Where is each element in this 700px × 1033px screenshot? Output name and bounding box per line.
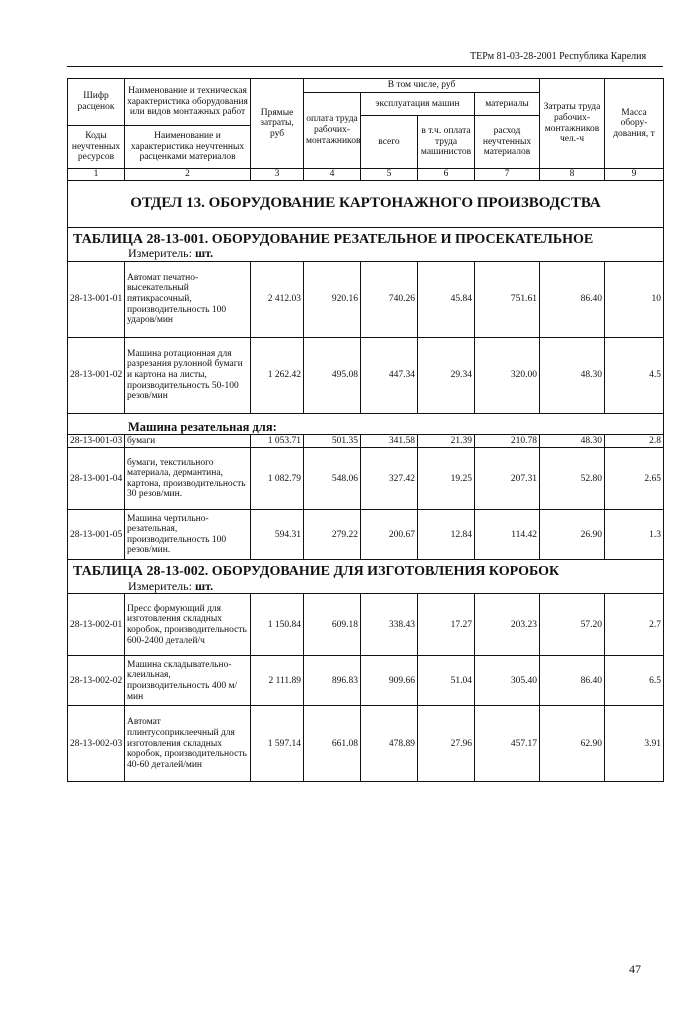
materials-cost: 457.17 [475, 706, 540, 782]
group-row [68, 413, 664, 434]
unit-label: Измеритель: [128, 246, 192, 261]
rate-name: Машина складывательно-клеильная, производительность 400 м/мин [125, 656, 251, 706]
column-number: 6 [418, 169, 475, 181]
direct-cost: 1 597.14 [251, 706, 304, 782]
header-rule [67, 66, 663, 67]
section-title: ОТДЕЛ 13. ОБОРУДОВАНИЕ КАРТОНАЖНОГО ПРОИЗВОДСТВА [68, 180, 664, 227]
machine-operator-pay: 29.34 [418, 337, 475, 413]
column-number: 2 [125, 169, 251, 181]
materials-cost: 305.40 [475, 656, 540, 706]
column-number: 7 [475, 169, 540, 181]
col-rescode-header: Коды неучтенных ресурсов [68, 126, 125, 169]
materials-cost: 203.23 [475, 594, 540, 656]
equipment-mass: 3.91 [605, 706, 664, 782]
rate-name: Автомат печатно-высекательный пятикрасочный, производительность 100 ударов/мин [125, 261, 251, 337]
direct-cost: 1 150.84 [251, 594, 304, 656]
col-resname-header: Наименование и характеристика неучтенных расценками материалов [125, 126, 251, 169]
unit-value: шт. [194, 579, 214, 594]
labor-pay: 920.16 [304, 261, 361, 337]
column-number: 5 [361, 169, 418, 181]
labor-pay: 896.83 [304, 656, 361, 706]
rate-name: бумаги [125, 434, 251, 448]
materials-cost: 114.42 [475, 510, 540, 560]
table-title: ТАБЛИЦА 28-13-002. ОБОРУДОВАНИЕ ДЛЯ ИЗГОТОВЛЕНИЯ КОРОБОК [68, 560, 664, 580]
equipment-mass: 2.65 [605, 448, 664, 510]
rate-code: 28-13-002-01 [68, 594, 125, 656]
direct-cost: 2 111.89 [251, 656, 304, 706]
document-reference: ТЕРм 81-03-28-2001 Республика Карелия [470, 51, 647, 62]
machine-operator-pay: 19.25 [418, 448, 475, 510]
machine-total: 909.66 [361, 656, 418, 706]
machine-total: 327.42 [361, 448, 418, 510]
materials-cost: 751.61 [475, 261, 540, 337]
rate-name: Машина ротационная для разрезания рулонной бумаги и картона на листы, производительность 50-100 резов/мин [125, 337, 251, 413]
col-laborpay-header: оплата труда рабочих-монтажников [304, 92, 361, 168]
labor-hours: 86.40 [540, 656, 605, 706]
materials-cost: 207.31 [475, 448, 540, 510]
labor-pay: 548.06 [304, 448, 361, 510]
table-row [68, 510, 664, 560]
rate-name: Автомат плинтусоприклеечный для изготовления складных коробок, производительность 40-60 деталей/мин [125, 706, 251, 782]
direct-cost: 2 412.03 [251, 261, 304, 337]
equipment-mass: 4.5 [605, 337, 664, 413]
labor-pay: 661.08 [304, 706, 361, 782]
col-mass-header: Масса обору-дования, т [605, 79, 664, 169]
rate-code: 28-13-001-01 [68, 261, 125, 337]
labor-hours: 26.90 [540, 510, 605, 560]
equipment-mass: 2.7 [605, 594, 664, 656]
machine-total: 200.67 [361, 510, 418, 560]
col-total-header: всего [361, 116, 418, 169]
labor-pay: 495.08 [304, 337, 361, 413]
column-numbers-row [68, 169, 664, 181]
direct-cost: 594.31 [251, 510, 304, 560]
rate-name: Машина чертильно-резательная, производительность 100 резов/мин. [125, 510, 251, 560]
col-direct-header: Прямые затраты, руб [251, 79, 304, 169]
labor-pay: 609.18 [304, 594, 361, 656]
col-name-header: Наименование и техническая характеристика оборудования или видов монтажных работ [125, 79, 251, 126]
equipment-mass: 1.3 [605, 510, 664, 560]
col-inclpay-header: в т.ч. оплата труда машинистов [418, 116, 475, 169]
col-machine-header: эксплуатация машин [361, 92, 475, 116]
machine-operator-pay: 27.96 [418, 706, 475, 782]
group-label: Машина резательная для: [68, 413, 664, 434]
table-row [68, 656, 664, 706]
machine-total: 447.34 [361, 337, 418, 413]
direct-cost: 1 262.42 [251, 337, 304, 413]
col-materials-header: материалы [475, 92, 540, 116]
unit-cell [68, 580, 664, 594]
rate-code: 28-13-001-05 [68, 510, 125, 560]
table-row [68, 337, 664, 413]
page-number: 47 [629, 962, 641, 976]
rates-table [67, 78, 664, 782]
labor-hours: 48.30 [540, 434, 605, 448]
column-number: 8 [540, 169, 605, 181]
machine-operator-pay: 12.84 [418, 510, 475, 560]
header-row-1 [68, 79, 664, 93]
machine-total: 341.58 [361, 434, 418, 448]
rate-code: 28-13-001-02 [68, 337, 125, 413]
unit-value: шт. [194, 246, 214, 261]
col-code-header: Шифр расценок [68, 79, 125, 126]
column-number: 9 [605, 169, 664, 181]
machine-operator-pay: 17.27 [418, 594, 475, 656]
labor-hours: 52.80 [540, 448, 605, 510]
labor-pay: 501.35 [304, 434, 361, 448]
machine-total: 740.26 [361, 261, 418, 337]
unit-cell [68, 247, 664, 261]
col-laborcost-header: Затраты труда рабочих-монтажников чел.-ч [540, 79, 605, 169]
direct-cost: 1 053.71 [251, 434, 304, 448]
equipment-mass: 2.8 [605, 434, 664, 448]
table-title: ТАБЛИЦА 28-13-001. ОБОРУДОВАНИЕ РЕЗАТЕЛЬНОЕ И ПРОСЕКАТЕЛЬНОЕ [68, 227, 664, 247]
column-number: 1 [68, 169, 125, 181]
unit-row [68, 247, 664, 261]
equipment-mass: 6.5 [605, 656, 664, 706]
table-title-row [68, 227, 664, 247]
machine-operator-pay: 51.04 [418, 656, 475, 706]
table-row [68, 448, 664, 510]
labor-hours: 57.20 [540, 594, 605, 656]
machine-operator-pay: 45.84 [418, 261, 475, 337]
col-incl-header: В том числе, руб [304, 79, 540, 93]
column-number: 4 [304, 169, 361, 181]
materials-cost: 210.78 [475, 434, 540, 448]
direct-cost: 1 082.79 [251, 448, 304, 510]
section-row [68, 180, 664, 227]
rate-code: 28-13-001-03 [68, 434, 125, 448]
rate-code: 28-13-002-03 [68, 706, 125, 782]
labor-pay: 279.22 [304, 510, 361, 560]
labor-hours: 62.90 [540, 706, 605, 782]
table-row [68, 261, 664, 337]
rate-code: 28-13-002-02 [68, 656, 125, 706]
machine-total: 338.43 [361, 594, 418, 656]
rate-name: Пресс формующий для изготовления складных коробок, производительность 600-2400 деталей/ч [125, 594, 251, 656]
table-title-row [68, 560, 664, 580]
col-consumption-header: расход неучтенных материалов [475, 116, 540, 169]
machine-operator-pay: 21.39 [418, 434, 475, 448]
labor-hours: 86.40 [540, 261, 605, 337]
table-row [68, 434, 664, 448]
unit-label: Измеритель: [128, 579, 192, 594]
materials-cost: 320.00 [475, 337, 540, 413]
table-row [68, 594, 664, 656]
rate-name: бумаги, текстильного материала, дермантина, картона, производительность 30 резов/мин. [125, 448, 251, 510]
rate-code: 28-13-001-04 [68, 448, 125, 510]
machine-total: 478.89 [361, 706, 418, 782]
column-number: 3 [251, 169, 304, 181]
equipment-mass: 10 [605, 261, 664, 337]
unit-row [68, 580, 664, 594]
labor-hours: 48.30 [540, 337, 605, 413]
table-row [68, 706, 664, 782]
